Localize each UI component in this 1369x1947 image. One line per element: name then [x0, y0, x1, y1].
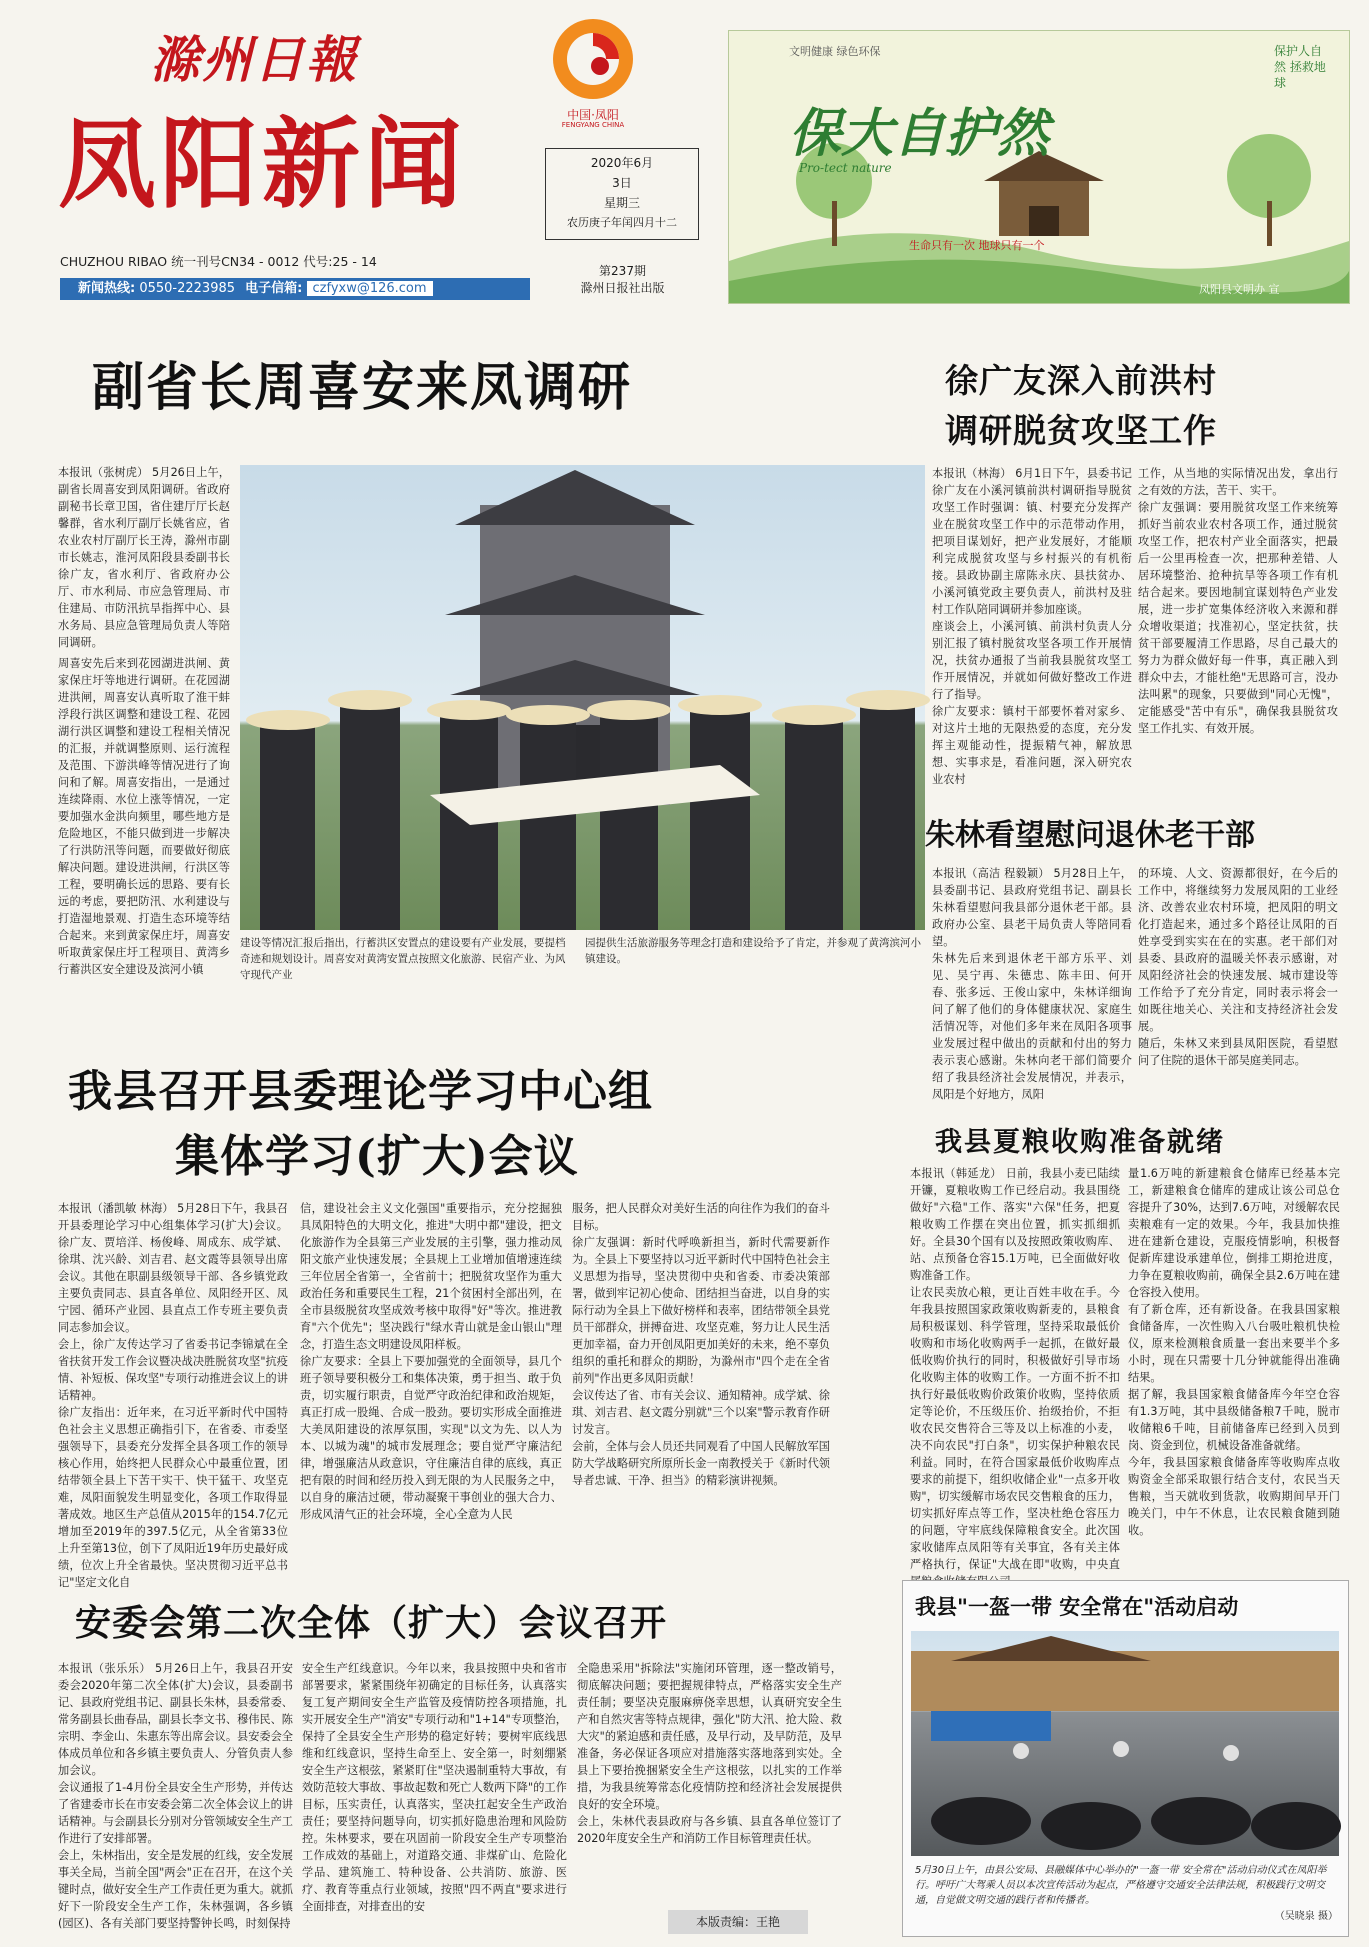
- article-1-col1b: 周喜安先后来到花园湖进洪闸、黄家保庄圩等地进行调研。在花园湖进洪闸，周喜安认真听取了淮干蚌浮段行洪区调整和建设工程、花园湖行洪区调整和建设工程相关情况的汇报，并就调整原则、运行流程及范围、下游洪峰等情况进行了询问和了解。周喜安指出，一是通过连续降雨、水位上涨等情况，一定要加强水金洪向频里，哪些地方是危险地区，不能只做到进一步解决了行洪防汛等问题，而要做好彻底解决问题。建设进洪闸，行洪区等工程，要明确长远的思路、要有长远的考虑，要把防汛、水利建设与打造湿地景观、打造生态环境等结合起来。来到黄家保庄圩，周喜安听取黄家保庄圩工程项目、黄湾乡行蓄洪区安全建设及滨河小镇: [58, 657, 230, 976]
- issue-date: 2020年6月: [590, 156, 654, 170]
- ad-side-text: 保护人自然 拯救地球: [1274, 44, 1326, 90]
- article-2-headline-line2: 调研脱贫攻坚工作: [945, 411, 1217, 450]
- article-5-col1: 本报讯（韩延龙） 日前，我县小麦已陆续开镰，夏粮收购工作已经启动。我县围绕做好"六稳"工作、落实"六保"任务，把夏粮收购工作摆在突出位置，抓实抓细抓好。全县30个国有以及按照政策收购库、站、点预备仓容15.1万吨，已全面做好收购准备工作。 让农民卖放心粮，更让百姓丰收在手。今年我县按照国家政策收购新麦的，县粮食局积极谋划、科学管理，坚持采取最低价收购和市场化收购两手一起抓，在做好最低收购价执行的同时，积极做好引导市场化收购主体的收购工作。一方面不折不扣执行好最低收购价政策价收购，坚持依质定等论价，不压级压价、抬级抬价，不拒收农民交售符合三等及以上标准的小麦，决不向农民"打白条"，切实保护种粮农民利益。同时，在符合国家最低价收购库点要求的前提下，组织收储企业"一点多开收购"，切实缓解市场农民交售粮食的压力，切实抓好库点等工作，坚决杜绝仓容压力的问题，守牢底线保障粮食安全。此次国家收储库点凤阳等有关事宜，各有关主体严格执行，保证"大战在即"收购，中央直: [910, 1167, 1120, 1571]
- article-1-photo: [240, 465, 925, 930]
- article-7-photo: [911, 1631, 1339, 1856]
- article-3-headline: 朱林看望慰问退休老干部: [925, 818, 1255, 853]
- article-7-headline: 我县"一盔一带 安全常在"活动启动: [915, 1594, 1239, 1619]
- article-1-intro: 本报讯（张树虎） 5月26日上午，副省长周喜安到凤阳调研。省政府副秘书长章卫国，省住建厅厅长赵馨群，省水利厅副厅长姚省应，省农业农村厅副厅长王涛，滁州市副市长姚志，淮河凤阳段县委副书长徐广友，省水利厅、省政府办公厅、市水利局、市应急管理局、市住建局、市防汛抗旱指挥中心、县水务局、县应急管理局负责人等陪同调研。: [58, 466, 230, 649]
- publisher: 滁州日报社出版: [580, 281, 665, 295]
- article-1-headline: 副省长周喜安来凤调研: [92, 357, 633, 418]
- article-7-credit: （吴晓泉 摄）: [1274, 1911, 1338, 1922]
- masthead: [0, 0, 1369, 300]
- article-3-col2: 的环境、人文、资源都很好，在今后的工作中，将继续努力发展凤阳的工业经济、改善农业农村环境，把凤阳的明文化打造起来，通过多个路径让凤阳的百姓享受到实实在在的实惠。老干部们对县委、县政府的温暖关怀表示感谢，对凤阳经济社会的快速发展、城市建设等工作给予了充分肯定，同时表示将会一如既往地关心、关注和支持经济社会发展。 随后，朱林又来到县凤阳医院，看望慰问了住院的退休干部吴庭美同志。: [1138, 867, 1338, 1067]
- hotline-bar: [60, 278, 530, 300]
- date-box: [545, 148, 699, 240]
- article-2-col1: 本报讯（林海） 6月1日下午，县委书记徐广友在小溪河镇前洪村调研指导脱贫攻坚工作时强调：镇、村要充分发挥产业在脱贫攻坚工作中的示范带动作用，把项目谋划好，把产业发展好，才能顺利完成脱贫攻坚与乡村振兴的有机衔接。县政协副主席陈永庆、县扶贫办、小溪河镇党政主要负责人，前洪村及驻村工作队陪同调研并参加座谈。 座谈会上，小溪河镇、前洪村负责人分别汇报了镇村脱贫攻坚各项工作开展情况，扶贫办通报了当前我县脱贫攻坚工作开展情况，并就如何做好整改工作进行了指导。 徐广友要求：镇村干部要怀着对家乡、对这片土地的无限热爱的态度，充分发挥主观能动性，提振精气神，解放思想、实事求是，看准问题，深入研究农业农村: [932, 467, 1132, 786]
- ad-subtitle: Pro-tect nature: [799, 161, 892, 175]
- article-5-col2: 量1.6万吨的新建粮食仓储库已经基本完工，新建粮食仓储库的建成让该公司总仓容提升了30%，达到7.6万吨，对缓解农民卖粮难有一定的效果。今年，我县加快推进在建新仓建设，克服疫情影响，积极督促新库建设承建单位，倒排工期抢进度，力争在夏粮收购前，确保全县2.6万吨在建仓容投入使用。 有了新仓库，还有新设备。在我县国家粮食储备库，一次性购入八台吸吐粮机快检仪，原来检测粮食质量一套出来要半个多小时，现在只需要十几分钟就能得出准确结果。 据了解，我县国家粮食储备库今年空仓容有1.3万吨，其中县级储备粮7千吨，脱市收储粮6千吨，目前储备库已经到入员到岗、资金到位，机械设备准备就绪。 今年，我县国家粮食储备库等收购库点收购资金全部采取银行结合支付，农民当天售粮，当天就收到货款，收购期间早开门晚关门，中午不休息，让农民粮食随到随收。: [1128, 1167, 1340, 1537]
- article-7-box: [902, 1580, 1349, 1937]
- code-line: CHUZHOU RIBAO 统一刊号CN34 - 0012 代号:25 - 14: [60, 254, 377, 269]
- ad-top-text: 文明健康 绿色环保: [789, 45, 881, 58]
- article-2-col2: 工作，从当地的实际情况出发，拿出行之有效的方法，苦干、实干。 徐广友强调：要用脱贫攻坚工作来统筹抓好当前农业农村各项工作，通过脱贫攻坚工作，把农村产业全面落实，把最后一公里再检查一次，把那种差错、人居环境整治、抢种抗旱等各项工作有机结合起来。要因地制宜谋划特色产业发展，进一步扩宽集体经济收入来源和群众增收渠道；找准初心，坚定扶贫，扶贫干部要履清工作思路，尽自己最大的努力为群众做好每一件事，真正融入到群众中去，才能杜绝"无思路可言，没办法叫累"的现象，只要做到"同心无愧"，定能感受"苦中有乐"，确保我县脱贫攻坚工作扎实、有效开展。: [1138, 467, 1338, 735]
- article-6-col3: 全隐患采用"拆除法"实施闭环管理，逐一整改销号，彻底解决问题；要把握规律特点，严格落实安全生产责任制；要坚决克服麻痹侥幸思想，认真研究安全生产和自然灾害等特点规律，强化"防大汛、抢大险、救大灾"的紧迫感和责任感，及早行动，及早防范，及早准备，务必保证各项应对措施落实落地落到实处。全县上下要抬挽捆紧安全生产这根弦，以扎实的工作举措，为我县统筹常态化疫情防控和经济社会发展提供良好的安全环境。 会上，朱林代表县政府与各乡镇、县直各单位签订了2020年度安全生产和消防工作目标管理责任状。: [577, 1662, 842, 1845]
- article-4-col1: 本报讯（潘凯敏 林海） 5月28日下午，我县召开县委理论学习中心组集体学习(扩大)会议。徐广友、贾培洋、杨俊峰、周成东、成学斌、徐琪、沈兴龄、刘吉君、赵文霞等县领导出席会议。其他在职副县级领导干部、各乡镇党政主要负责同志、县直各单位、凤阳经开区、凤宁园、循环产业园、县直点工作专班主要负责同志参加会议。 会上，徐广友传达学习了省委书记李锦斌在全省扶贫开发工作会议暨决战决胜脱贫攻坚"抗疫情、补短板、保攻坚"专项行动推进会议上的讲话精神。 徐广友指出：近年来，在习近平新时代中国特色社会主义思想正确指引下，在省委、市委坚强领导下，县委充分发挥全县各项工作的领导核心作用，始终把人民群众心中最重位置，团结带领全县上下苦干实干、快干猛干、攻坚克难，凤阳面貌发生明显变化，各项工作取得显著成效。地区生产总值从2015年的154.7亿元增加至2019年的397.5亿元，从全省第33位上升至第13位，创下了凤阳近19年历史最好成绩，位次上升全省最快。坚决贯彻习近平总书记"坚定文化自: [58, 1202, 288, 1589]
- article-4-headline-line2: 集体学习(扩大)会议: [175, 1131, 579, 1182]
- hotline-number: 0550-2223985: [139, 281, 236, 296]
- ad-title: 保大自护然: [789, 103, 1050, 164]
- article-4-col3: 服务，把人民群众对美好生活的向往作为我们的奋斗目标。 徐广友强调：新时代呼唤新担当，新时代需要新作为。全县上下要坚持以习近平新时代中国特色社会主义思想为指导，坚决贯彻中央和省委、市委决策部署，做到牢记初心使命、团结担当奋进，以自身的实际行动为全县上下做好榜样和表率，团结带领全县党员干部群众，拼搏奋进、攻坚克难，努力让人民生活更加幸福，奋力开创凤阳更加美好的未来，绝不辜负组织的重托和群众的期盼，为滁州市"四个走在全省前列"作出更多凤阳贡献！ 会议传达了省、市有关会议、通知精神。成学斌、徐琪、刘吉君、赵文霞分别就"三个以案"警示教育作研讨发言。 会前，全体与会人员还共同观看了中国人民解放军国防大学战略研究所原所长金一南教授关于《新时代领导者忠诚、干净、担当》的精彩演讲视频。: [572, 1202, 830, 1487]
- article-6-col2: 安全生产红线意识。今年以来，我县按照中央和省市部署要求，紧紧围绕年初确定的目标任务，认真落实复工复产期间安全生产监管及疫情防控各项措施，扎实开展安全生产"消安"专项行动和"1+14"专项整治，保持了全县安全生产形势的稳定好转；要树牢底线思维和红线意识，坚持生命至上、安全第一，时刻绷紧安全生产这根弦，紧紧盯住"坚决遏制重特大事故，有效防范较大事故、事故起数和死亡人数两下降"的工作目标，压实责任，认真落实，坚决扛起安全生产政治责任；要坚持问题导向，切实抓好隐患治理和风险防控。朱林要求，要在巩固前一阶段安全生产专项整治工作成效的基础上，对道路交通、非煤矿山、危险化学品、建筑施工、特种设备、公共消防、旅游、医疗、教育等重点行业领域，按照"四不两直"要求进行全面排查，对排查出的安: [302, 1662, 567, 1913]
- issue-day: 3日: [612, 176, 632, 190]
- masthead-title: 凤阳新闻: [58, 107, 467, 222]
- ad-banner: [728, 30, 1350, 304]
- hotline-label: 新闻热线:: [78, 281, 136, 296]
- article-7-caption: 5月30日上午，由县公安局、县融媒体中心举办的"一盔一带 安全常在"活动启动仪式在凤阳举行。呼吁广大驾乘人员以本次宣传活动为起点，严格遵守交通安全法律法规，积极践行文明交通，自觉做文明交通的践行者和传播者。: [915, 1865, 1327, 1906]
- logo-text: 中国·凤阳: [567, 108, 619, 122]
- article-2-headline-line1: 徐广友深入前洪村: [945, 361, 1217, 400]
- article-1-caption-left: 建设等情况汇报后指出，行蓄洪区安置点的建设要有产业发展，要提档奇迹和规划设计。周喜安对黄湾安置点按照文化旅游、民宿产业、为风守现代产业: [240, 937, 566, 981]
- paper-name: 滁州日報: [150, 30, 358, 89]
- article-3-col1: 本报讯（高洁 程毅颖） 5月28日上午，县委副书记、县政府党组书记、副县长朱林看望慰问我县部分退休老干部。县政府办公室、县老干局负责人等陪同看望。 朱林先后来到退休老干部方乐平、刘见、吴宁再、朱德忠、陈丰田、何开春、张多远、王俊山家中，朱林详细询问了解了他们的身体健康状况、家庭生活情况等，对他们多年来在凤阳各项事业发展过程中做出的贡献和付出的努力表示衷心感谢。朱林向老干部们简要介绍了我县经济社会发展情况，并表示，凤阳是个好地方，凤阳: [932, 867, 1132, 1101]
- logo-icon: [548, 14, 638, 104]
- email-address[interactable]: czfyxw@126.com: [307, 281, 433, 296]
- email-label: 电子信箱:: [245, 281, 303, 296]
- ad-credit: 凤阳县文明办 宣: [1199, 283, 1280, 296]
- issue-weekday: 星期三: [603, 196, 640, 210]
- logo-sub: FENGYANG CHINA: [561, 121, 625, 129]
- editor-credit: 本版责编：王艳: [668, 1910, 808, 1934]
- ad-slogan: 生命只有一次 地球只有一个: [909, 239, 1045, 252]
- article-1-caption-right: 园提供生活旅游服务等理念打造和建设给予了肯定，并参观了黄湾滨河小镇建设。: [585, 937, 921, 965]
- article-6-col1: 本报讯（张乐乐） 5月26日上午，我县召开安委会2020年第二次全体(扩大)会议，县委副书记、县政府党组书记、副县长朱林，县委常委、常务副县长曲春品，副县长李文书、穆伟民、陈宗明、李金山、朱惠东等出席会议。县安委会全体成员单位和各乡镇主要负责人、分管负责人参加会议。 会议通报了1-4月份全县安全生产形势，并传达了省建委市长在市安委会第二次全体会议上的讲话精神。与会副县长分别对分管领域安全生产工作进行了安排部署。 会上，朱林指出，安全是发展的红线，安全发展事关全局，当前全国"两会"正在召开，在这个关键时点，做好安全生产工作责任更为重大。就抓好下一阶段安全生产工作，朱林强调，各乡镇(园区)、各有关部门要坚持警钟长鸣，时刻保持: [58, 1662, 293, 1930]
- issue-number: 第237期: [599, 264, 646, 278]
- article-4-col2: 信，建设社会主义文化强国"重要指示，充分挖掘独具凤阳特色的大明文化，推进"大明中都"建设，把文化旅游作为全县第三产业发展的主引擎，强力推动凤阳文旅产业快速发展；全县规上工业增加值增速连续三年位居全省第一，全省前十；把脱贫攻坚作为重大政治任务和重要民生工程，21个贫困村全部出列，在全市县级脱贫攻坚成效考核中取得"好"等次。推进教育"六个优先"；坚决践行"绿水青山就是金山银山"理念，打造生态文明建设凤阳样板。 徐广友要求：全县上下要加强党的全面领导，县几个班子领导要积极分工和集体决策，勇于担当、敢于负责，切实履行职责，自觉严守政治纪律和政治规矩，真正打成一股绳、合成一股劲。要切实形成全面推进大美凤阳建设的浓厚氛围，实现"以文为先、以人为本、以城为魂"的城市发展理念；要自觉严守廉洁纪律，增强廉洁从政意识，守住廉洁自律的底线，真正把有限的时间和经历投入到无限的为人民服务之中，以自身的廉洁过硬，带动凝聚干事创业的强大合力、形成风清气正的社会环境，全心全意为人民: [300, 1202, 562, 1521]
- article-6-headline: 安委会第二次全体（扩大）会议召开: [75, 1602, 668, 1644]
- lunar-date: 农历庚子年闰四月十二: [567, 216, 677, 229]
- article-5-headline: 我县夏粮收购准备就绪: [935, 1127, 1225, 1158]
- article-4-headline-line1: 我县召开县委理论学习中心组: [68, 1066, 653, 1117]
